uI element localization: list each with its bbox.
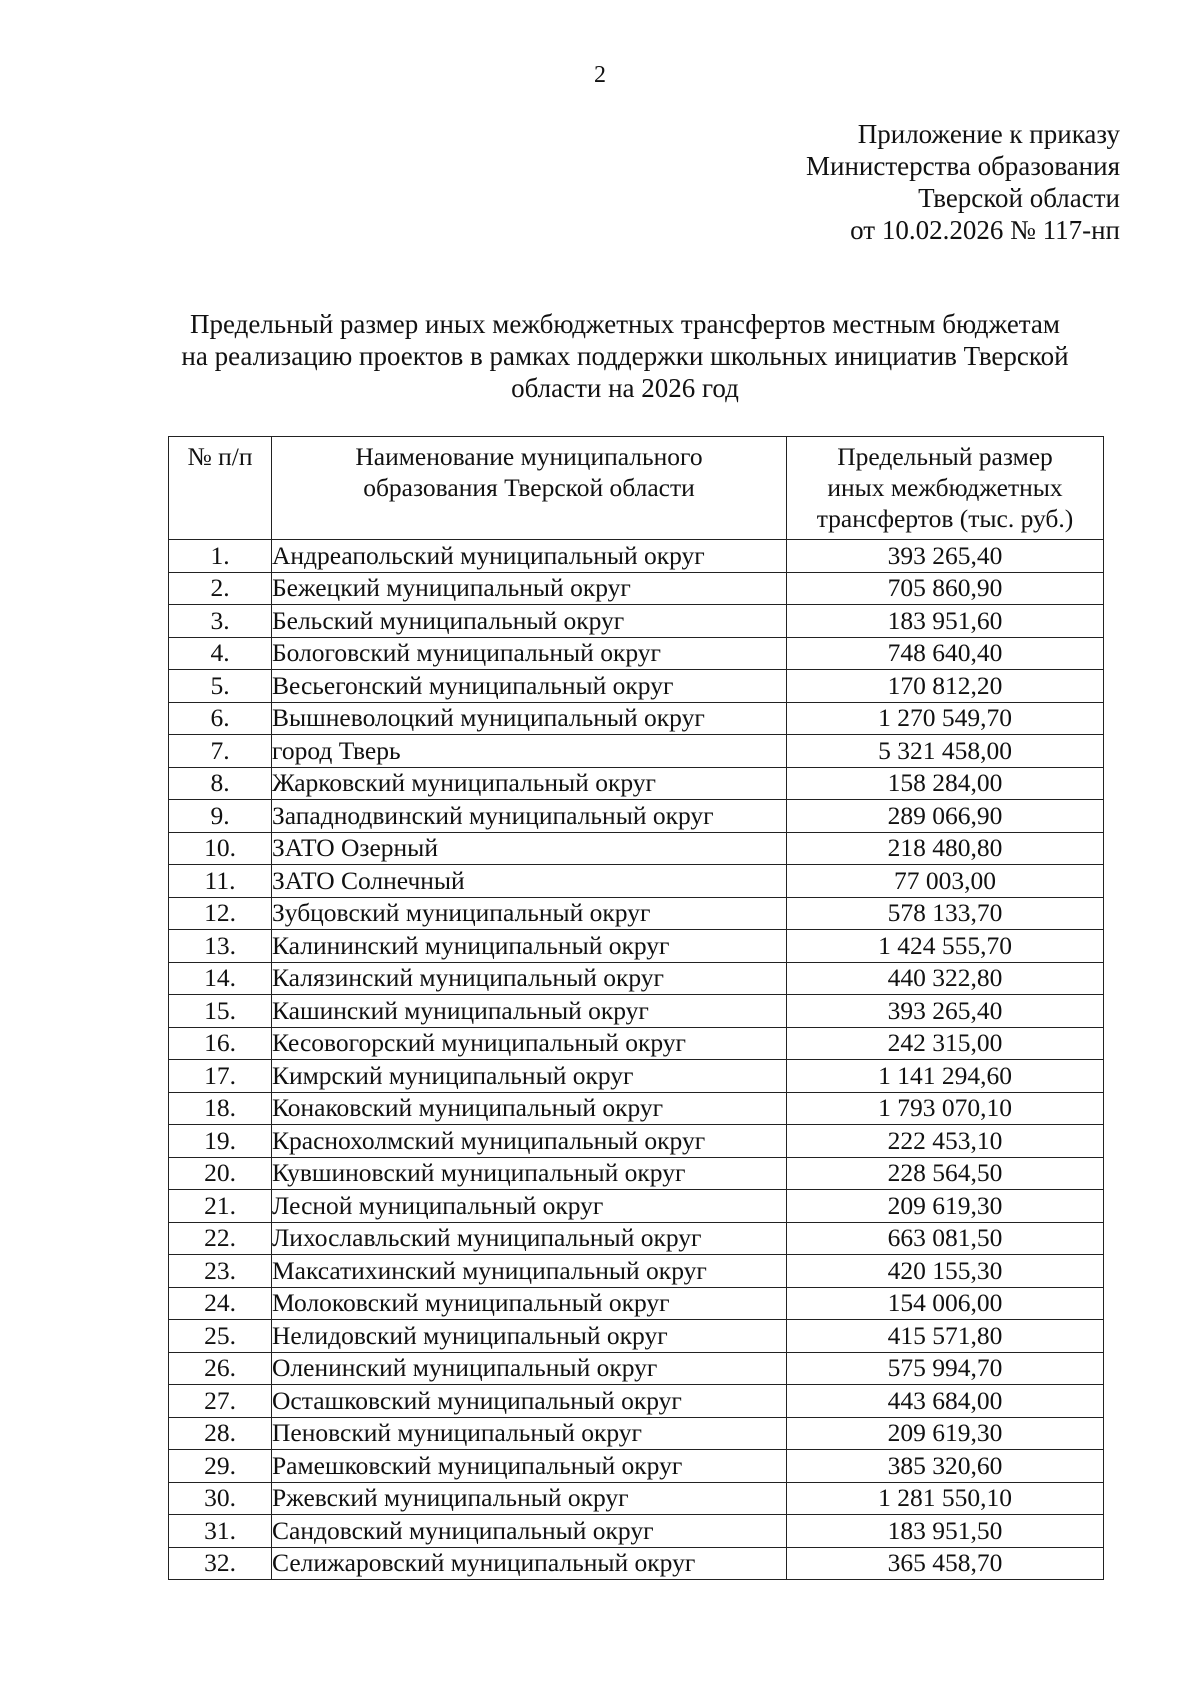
row-number: 1. [169,540,272,573]
table-row [169,1287,1104,1320]
transfer-amount: 218 480,80 [787,832,1104,865]
transfer-amount: 663 081,50 [787,1222,1104,1255]
row-number: 26. [169,1352,272,1385]
transfer-amount: 1 793 070,10 [787,1092,1104,1125]
appendix-block [806,118,1120,246]
municipality-name: Бельский муниципальный округ [272,605,787,638]
table-row [169,1515,1104,1548]
municipality-name: Ржевский муниципальный округ [272,1482,787,1515]
municipality-name: ЗАТО Солнечный [272,865,787,898]
table-row [169,1027,1104,1060]
row-number: 30. [169,1482,272,1515]
table-row [169,1320,1104,1353]
transfer-amount: 170 812,20 [787,670,1104,703]
transfer-amount: 228 564,50 [787,1157,1104,1190]
table-row [169,1157,1104,1190]
table-row [169,1255,1104,1288]
municipality-name: Калининский муниципальный округ [272,930,787,963]
municipality-name: Молоковский муниципальный округ [272,1287,787,1320]
table-row [169,832,1104,865]
transfer-amount: 209 619,30 [787,1417,1104,1450]
row-number: 27. [169,1385,272,1418]
municipality-name: Бежецкий муниципальный округ [272,572,787,605]
table-row [169,670,1104,703]
municipality-name: Конаковский муниципальный округ [272,1092,787,1125]
municipality-name: Кашинский муниципальный округ [272,995,787,1028]
transfer-amount: 183 951,50 [787,1515,1104,1548]
table-row [169,1190,1104,1223]
row-number: 23. [169,1255,272,1288]
row-number: 11. [169,865,272,898]
transfer-amount: 365 458,70 [787,1547,1104,1580]
appendix-line: Тверской области [918,183,1120,213]
municipality-name: Рамешковский муниципальный округ [272,1450,787,1483]
row-number: 21. [169,1190,272,1223]
transfer-amount: 443 684,00 [787,1385,1104,1418]
page-number: 2 [594,62,606,88]
transfer-amount: 154 006,00 [787,1287,1104,1320]
table-body [169,540,1104,1580]
title-line: на реализацию проектов в рамках поддержки школьных инициатив Тверской [181,341,1069,371]
transfer-amount: 440 322,80 [787,962,1104,995]
transfer-amount: 1 281 550,10 [787,1482,1104,1515]
row-number: 6. [169,702,272,735]
municipality-name: Кимрский муниципальный округ [272,1060,787,1093]
table-row [169,962,1104,995]
transfer-amount: 77 003,00 [787,865,1104,898]
municipality-name: Западнодвинский муниципальный округ [272,800,787,833]
transfer-amount: 393 265,40 [787,540,1104,573]
table-row [169,897,1104,930]
row-number: 31. [169,1515,272,1548]
row-number: 28. [169,1417,272,1450]
table-row [169,1060,1104,1093]
municipality-name: Вышневолоцкий муниципальный округ [272,702,787,735]
table-row [169,800,1104,833]
row-number: 29. [169,1450,272,1483]
transfer-amount: 222 453,10 [787,1125,1104,1158]
table-row [169,995,1104,1028]
title-line: области на 2026 год [511,373,739,403]
transfer-amount: 209 619,30 [787,1190,1104,1223]
row-number: 10. [169,832,272,865]
table-row [169,1482,1104,1515]
row-number: 22. [169,1222,272,1255]
header-transfer-limit: Предельный размер иных межбюджетных трансфертов (тыс. руб.) [787,437,1104,540]
table-row [169,1352,1104,1385]
document-title [140,308,1110,404]
transfer-amount: 420 155,30 [787,1255,1104,1288]
row-number: 25. [169,1320,272,1353]
table-row [169,1417,1104,1450]
transfer-amount: 393 265,40 [787,995,1104,1028]
row-number: 14. [169,962,272,995]
table-row [169,540,1104,573]
transfer-amount: 5 321 458,00 [787,735,1104,768]
row-number: 15. [169,995,272,1028]
transfer-amount: 183 951,60 [787,605,1104,638]
municipality-name: Оленинский муниципальный округ [272,1352,787,1385]
row-number: 32. [169,1547,272,1580]
municipality-name: Лесной муниципальный округ [272,1190,787,1223]
transfer-amount: 242 315,00 [787,1027,1104,1060]
table-row [169,930,1104,963]
table-header-row [169,437,1104,540]
row-number: 24. [169,1287,272,1320]
row-number: 16. [169,1027,272,1060]
table-row [169,767,1104,800]
municipality-name: ЗАТО Озерный [272,832,787,865]
appendix-line: Приложение к приказу [857,119,1120,149]
municipality-name: Осташковский муниципальный округ [272,1385,787,1418]
row-number: 4. [169,637,272,670]
table-row [169,1450,1104,1483]
municipality-name: Краснохолмский муниципальный округ [272,1125,787,1158]
municipality-name: Кесовогорский муниципальный округ [272,1027,787,1060]
table-row [169,572,1104,605]
table-row [169,735,1104,768]
transfer-amount: 1 141 294,60 [787,1060,1104,1093]
row-number: 2. [169,572,272,605]
transfer-amount: 385 320,60 [787,1450,1104,1483]
municipality-name: Жарковский муниципальный округ [272,767,787,800]
transfer-amount: 1 424 555,70 [787,930,1104,963]
row-number: 8. [169,767,272,800]
transfer-amount: 1 270 549,70 [787,702,1104,735]
title-line: Предельный размер иных межбюджетных трансфертов местным бюджетам [189,309,1060,339]
row-number: 13. [169,930,272,963]
municipality-name: Лихославльский муниципальный округ [272,1222,787,1255]
table-row [169,702,1104,735]
table-row [169,1222,1104,1255]
municipality-name: Калязинский муниципальный округ [272,962,787,995]
row-number: 17. [169,1060,272,1093]
municipality-name: Андреапольский муниципальный округ [272,540,787,573]
municipality-name: Весьегонский муниципальный округ [272,670,787,703]
appendix-date-number: от 10.02.2026 № 117-нп [850,215,1120,245]
table-row [169,605,1104,638]
row-number: 19. [169,1125,272,1158]
table-row [169,865,1104,898]
municipality-name: Максатихинский муниципальный округ [272,1255,787,1288]
row-number: 5. [169,670,272,703]
header-number: № п/п [169,437,272,540]
row-number: 7. [169,735,272,768]
transfer-amount: 158 284,00 [787,767,1104,800]
table-row [169,1092,1104,1125]
row-number: 9. [169,800,272,833]
municipality-name: город Тверь [272,735,787,768]
transfer-amount: 575 994,70 [787,1352,1104,1385]
row-number: 20. [169,1157,272,1190]
transfer-amount: 578 133,70 [787,897,1104,930]
municipality-name: Сандовский муниципальный округ [272,1515,787,1548]
row-number: 18. [169,1092,272,1125]
table-row [169,1547,1104,1580]
row-number: 12. [169,897,272,930]
municipality-name: Нелидовский муниципальный округ [272,1320,787,1353]
table-row [169,637,1104,670]
row-number: 3. [169,605,272,638]
municipality-name: Зубцовский муниципальный округ [272,897,787,930]
municipality-name: Селижаровский муниципальный округ [272,1547,787,1580]
table-row [169,1385,1104,1418]
table-row [169,1125,1104,1158]
transfer-amount: 415 571,80 [787,1320,1104,1353]
transfers-table [168,436,1104,1580]
municipality-name: Кувшиновский муниципальный округ [272,1157,787,1190]
appendix-line: Министерства образования [806,151,1120,181]
transfer-amount: 748 640,40 [787,637,1104,670]
municipality-name: Бологовский муниципальный округ [272,637,787,670]
transfer-amount: 289 066,90 [787,800,1104,833]
header-municipality: Наименование муниципального образования Тверской области [272,437,787,540]
municipality-name: Пеновский муниципальный округ [272,1417,787,1450]
transfer-amount: 705 860,90 [787,572,1104,605]
